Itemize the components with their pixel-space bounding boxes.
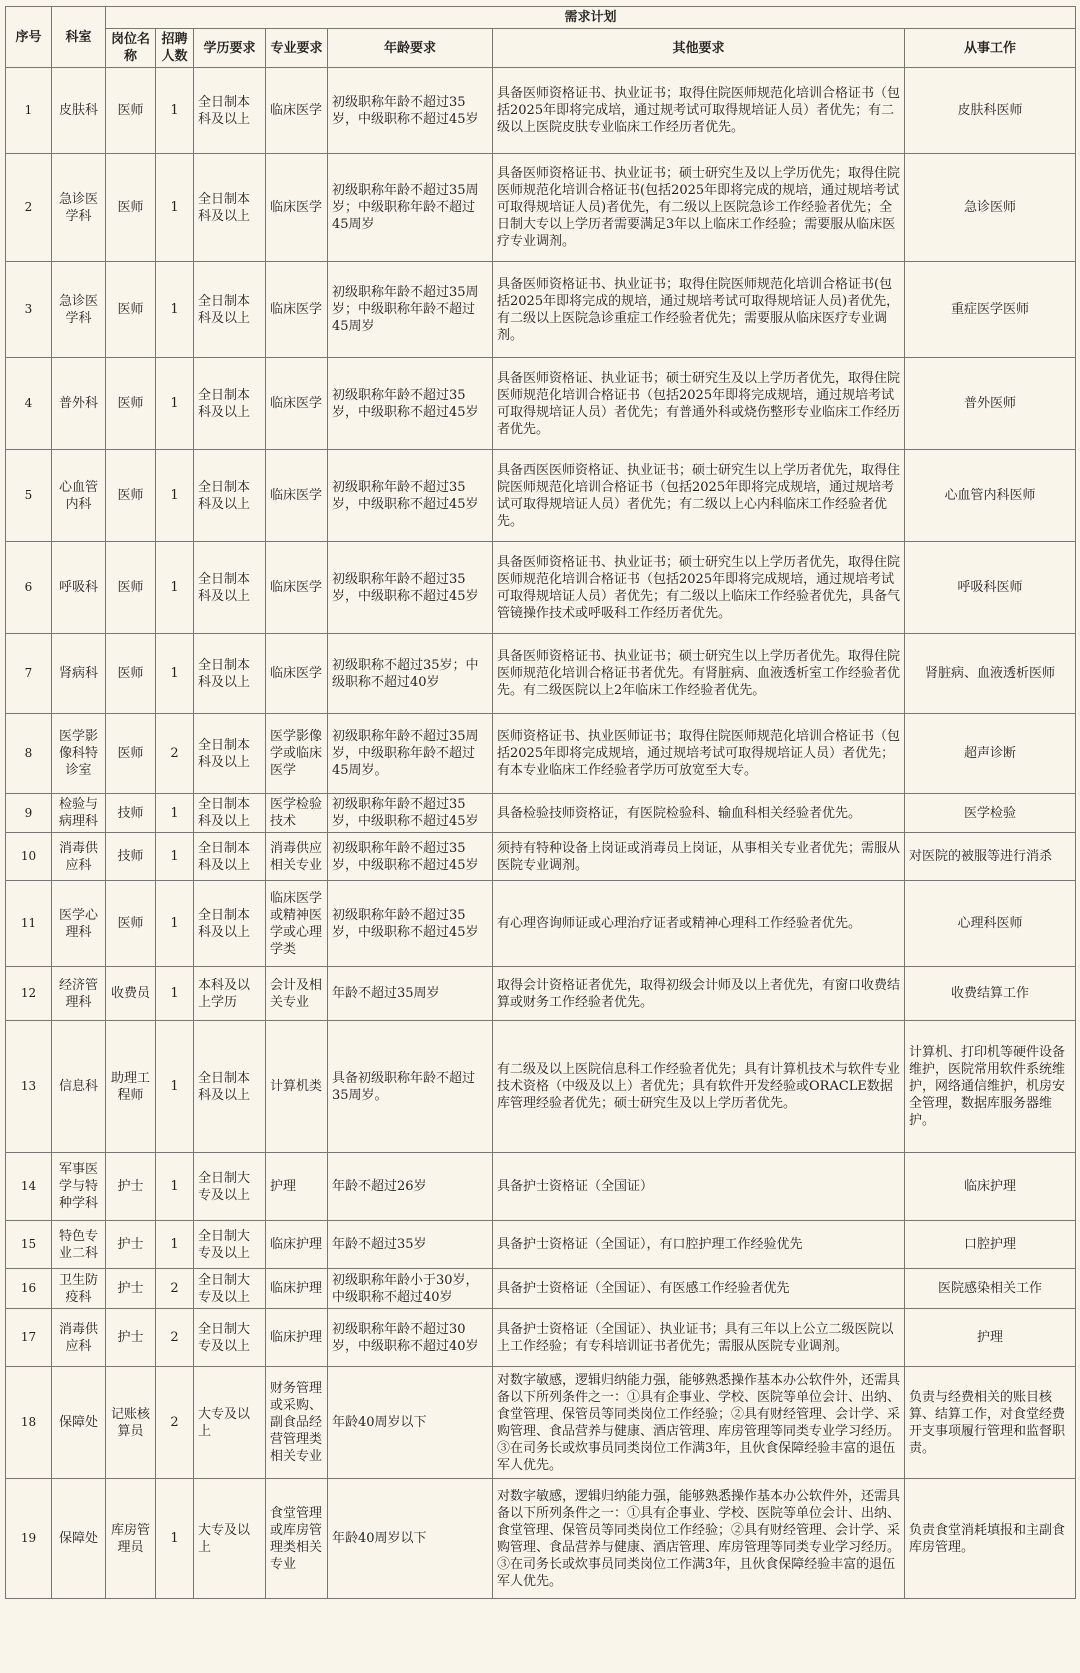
other-requirements-cell: 具备检验技师资格证，有医院检验科、输血科相关经验者优先。 [493, 794, 905, 833]
headcount-cell: 1 [156, 154, 194, 262]
row-number: 19 [6, 1479, 52, 1599]
age-requirement-cell: 初级职称年龄不超过35周岁；中级职称年龄不超过45周岁 [328, 154, 493, 262]
education-cell: 全日制本科及以上 [194, 68, 266, 154]
row-number: 14 [6, 1153, 52, 1221]
other-requirements-cell: 具备护士资格证（全国证）、执业证书；具有三年以上公立二级医院以上工作经验；有专科培训证书者优先；需服从医院专业调剂。 [493, 1309, 905, 1367]
table-row [6, 833, 1076, 881]
position-cell: 医师 [106, 358, 156, 450]
department-cell: 急诊医学科 [52, 154, 106, 262]
duty-cell: 收费结算工作 [905, 967, 1076, 1021]
department-cell: 心血管内科 [52, 450, 106, 542]
education-cell: 全日制大专及以上 [194, 1153, 266, 1221]
row-number: 18 [6, 1367, 52, 1479]
department-cell: 消毒供应科 [52, 1309, 106, 1367]
duty-cell: 呼吸科医师 [905, 542, 1076, 634]
row-number: 16 [6, 1269, 52, 1309]
table-row [6, 794, 1076, 833]
other-requirements-cell: 具备护士资格证（全国证）、有医感工作经验者优先 [493, 1269, 905, 1309]
row-number: 17 [6, 1309, 52, 1367]
age-requirement-cell: 初级职称年龄不超过35岁，中级职称不超过45岁 [328, 68, 493, 154]
table-row [6, 68, 1076, 154]
row-number: 15 [6, 1221, 52, 1269]
age-requirement-cell: 具备初级职称年龄不超过35周岁。 [328, 1021, 493, 1153]
table-row [6, 1309, 1076, 1367]
recruitment-table [5, 6, 1076, 1599]
table-row [6, 1269, 1076, 1309]
education-cell: 全日制本科及以上 [194, 262, 266, 358]
major-cell: 临床护理 [266, 1269, 328, 1309]
position-cell: 医师 [106, 634, 156, 714]
header-education: 学历要求 [194, 29, 266, 68]
education-cell: 全日制本科及以上 [194, 714, 266, 794]
table-body [6, 68, 1076, 1599]
duty-cell: 普外医师 [905, 358, 1076, 450]
major-cell: 临床医学或精神医学或心理学类 [266, 881, 328, 967]
other-requirements-cell: 对数字敏感，逻辑归纳能力强，能够熟悉操作基本办公软件外，还需具备以下所列条件之一：①具有企事业、学校、医院等单位会计、出纳、食堂管理、保管员等同类岗位工作经验；②具有财经管理、会计学、采购管理、食品营养与健康、酒店管理、库房管理等同类专业学习经历。③在司务长或炊事员同类岗位工作满3年，且伙食保障经验丰富的退伍军人优先。 [493, 1367, 905, 1479]
age-requirement-cell: 年龄不超过26岁 [328, 1153, 493, 1221]
age-requirement-cell: 初级职称年龄不超过35岁，中级职称不超过45岁 [328, 881, 493, 967]
position-cell: 护士 [106, 1309, 156, 1367]
headcount-cell: 1 [156, 634, 194, 714]
headcount-cell: 2 [156, 714, 194, 794]
major-cell: 临床护理 [266, 1309, 328, 1367]
duty-cell: 负责食堂消耗填报和主副食库房管理。 [905, 1479, 1076, 1599]
age-requirement-cell: 初级职称年龄不超过35岁，中级职称不超过45岁 [328, 450, 493, 542]
education-cell: 全日制本科及以上 [194, 1021, 266, 1153]
department-cell: 医学心理科 [52, 881, 106, 967]
header-demand-plan: 需求计划 [106, 7, 1076, 29]
row-number: 8 [6, 714, 52, 794]
position-cell: 医师 [106, 262, 156, 358]
other-requirements-cell: 具备医师资格证书、执业证书；硕士研究生以上学历者优先，取得住院医师规范化培训合格证书（包括2025年即将完成规培，通过规培考试可取得规培证人员）者优先；有二级以上临床工作经验者优先，具备气管镜操作技术或呼吸科工作经历者优先。 [493, 542, 905, 634]
other-requirements-cell: 对数字敏感，逻辑归纳能力强，能够熟悉操作基本办公软件外，还需具备以下所列条件之一：①具有企事业、学校、医院等单位会计、出纳、食堂管理、保管员等同类岗位工作经验；②具有财经管理、会计学、采购管理、食品营养与健康、酒店管理、库房管理等同类专业学习经历。③在司务长或炊事员同类岗位工作满3年，且伙食保障经验丰富的退伍军人优先。 [493, 1479, 905, 1599]
headcount-cell: 1 [156, 794, 194, 833]
education-cell: 本科及以上学历 [194, 967, 266, 1021]
position-cell: 收费员 [106, 967, 156, 1021]
department-cell: 军事医学与特种学科 [52, 1153, 106, 1221]
row-number: 5 [6, 450, 52, 542]
row-number: 13 [6, 1021, 52, 1153]
headcount-cell: 1 [156, 833, 194, 881]
major-cell: 临床医学 [266, 154, 328, 262]
table-row [6, 1479, 1076, 1599]
table-row [6, 358, 1076, 450]
education-cell: 全日制本科及以上 [194, 542, 266, 634]
row-number: 3 [6, 262, 52, 358]
education-cell: 全日制大专及以上 [194, 1309, 266, 1367]
headcount-cell: 1 [156, 1153, 194, 1221]
education-cell: 大专及以上 [194, 1479, 266, 1599]
duty-cell: 超声诊断 [905, 714, 1076, 794]
table-row [6, 542, 1076, 634]
row-number: 6 [6, 542, 52, 634]
age-requirement-cell: 初级职称不超过35岁；中级职称不超过40岁 [328, 634, 493, 714]
department-cell: 普外科 [52, 358, 106, 450]
department-cell: 急诊医学科 [52, 262, 106, 358]
header-age: 年龄要求 [328, 29, 493, 68]
headcount-cell: 2 [156, 1309, 194, 1367]
headcount-cell: 1 [156, 881, 194, 967]
headcount-cell: 2 [156, 1269, 194, 1309]
other-requirements-cell: 具备医师资格证书、执业证书；取得住院医师规范化培训合格证书(包括2025年即将完成的规培，通过规培考试可取得规培证人员)者优先，有二级以上医院急诊重症工作经验者优先；需要服从临床医疗专业调剂。 [493, 262, 905, 358]
position-cell: 技师 [106, 794, 156, 833]
department-cell: 保障处 [52, 1479, 106, 1599]
department-cell: 医学影像科特诊室 [52, 714, 106, 794]
row-number: 11 [6, 881, 52, 967]
age-requirement-cell: 初级职称年龄不超过35岁，中级职称不超过45岁 [328, 833, 493, 881]
major-cell: 财务管理或采购、副食品经营管理类相关专业 [266, 1367, 328, 1479]
major-cell: 临床医学 [266, 634, 328, 714]
position-cell: 护士 [106, 1153, 156, 1221]
age-requirement-cell: 初级职称年龄不超过35岁，中级职称不超过45岁 [328, 358, 493, 450]
education-cell: 全日制本科及以上 [194, 358, 266, 450]
position-cell: 护士 [106, 1269, 156, 1309]
table-row [6, 1153, 1076, 1221]
header-seq: 序号 [6, 7, 52, 68]
duty-cell: 肾脏病、血液透析医师 [905, 634, 1076, 714]
other-requirements-cell: 具备护士资格证（全国证），有口腔护理工作经验优先 [493, 1221, 905, 1269]
department-cell: 皮肤科 [52, 68, 106, 154]
age-requirement-cell: 初级职称年龄不超过35周岁；中级职称年龄不超过45周岁 [328, 262, 493, 358]
header-other: 其他要求 [493, 29, 905, 68]
major-cell: 会计及相关专业 [266, 967, 328, 1021]
duty-cell: 急诊医师 [905, 154, 1076, 262]
table-row [6, 1021, 1076, 1153]
other-requirements-cell: 取得会计资格证者优先，取得初级会计师及以上者优先，有窗口收费结算或财务工作经验者优先。 [493, 967, 905, 1021]
position-cell: 医师 [106, 714, 156, 794]
table-header [6, 7, 1076, 68]
age-requirement-cell: 初级职称年龄不超过35岁，中级职称不超过45岁 [328, 542, 493, 634]
duty-cell: 对医院的被服等进行消杀 [905, 833, 1076, 881]
major-cell: 临床医学 [266, 358, 328, 450]
headcount-cell: 1 [156, 542, 194, 634]
age-requirement-cell: 初级职称年龄小于30岁，中级职称不超过40岁 [328, 1269, 493, 1309]
education-cell: 全日制大专及以上 [194, 1269, 266, 1309]
major-cell: 临床医学 [266, 542, 328, 634]
headcount-cell: 1 [156, 1221, 194, 1269]
headcount-cell: 1 [156, 1021, 194, 1153]
department-cell: 肾病科 [52, 634, 106, 714]
department-cell: 特色专业二科 [52, 1221, 106, 1269]
duty-cell: 心理科医师 [905, 881, 1076, 967]
age-requirement-cell: 年龄40周岁以下 [328, 1479, 493, 1599]
headcount-cell: 1 [156, 68, 194, 154]
headcount-cell: 1 [156, 967, 194, 1021]
education-cell: 全日制本科及以上 [194, 634, 266, 714]
education-cell: 大专及以上 [194, 1367, 266, 1479]
other-requirements-cell: 具备护士资格证（全国证） [493, 1153, 905, 1221]
position-cell: 技师 [106, 833, 156, 881]
duty-cell: 临床护理 [905, 1153, 1076, 1221]
education-cell: 全日制本科及以上 [194, 154, 266, 262]
age-requirement-cell: 初级职称年龄不超过30岁，中级职称不超过40岁 [328, 1309, 493, 1367]
table-row [6, 262, 1076, 358]
department-cell: 卫生防疫科 [52, 1269, 106, 1309]
header-dept: 科室 [52, 7, 106, 68]
row-number: 2 [6, 154, 52, 262]
education-cell: 全日制大专及以上 [194, 1221, 266, 1269]
age-requirement-cell: 年龄不超过35周岁 [328, 967, 493, 1021]
duty-cell: 护理 [905, 1309, 1076, 1367]
education-cell: 全日制本科及以上 [194, 794, 266, 833]
duty-cell: 心血管内科医师 [905, 450, 1076, 542]
other-requirements-cell: 具备西医医师资格证、执业证书；硕士研究生以上学历者优先，取得住院医师规范化培训合格证书（包括2025年即将完成规培，通过规培考试可取得规培证人员）者优先；有二级以上心内科临床工作经验者优先。 [493, 450, 905, 542]
major-cell: 医学检验技术 [266, 794, 328, 833]
major-cell: 临床护理 [266, 1221, 328, 1269]
major-cell: 临床医学 [266, 68, 328, 154]
major-cell: 临床医学 [266, 262, 328, 358]
position-cell: 医师 [106, 450, 156, 542]
other-requirements-cell: 具备医师资格证书、执业证书；硕士研究生以上学历者优先。取得住院医师规范化培训合格证书者优先。有肾脏病、血液透析室工作经验者优先。有二级医院以上2年临床工作经验者优先。 [493, 634, 905, 714]
table-row [6, 714, 1076, 794]
position-cell: 医师 [106, 154, 156, 262]
header-count: 招聘人数 [156, 29, 194, 68]
major-cell: 计算机类 [266, 1021, 328, 1153]
table-row [6, 1367, 1076, 1479]
other-requirements-cell: 医师资格证书、执业医师证书；取得住院医师规范化培训合格证书（包括2025年即将完成规培，通过规培考试可取得规培证人员）者优先；有本专业临床工作经验者学历可放宽至大专。 [493, 714, 905, 794]
education-cell: 全日制本科及以上 [194, 881, 266, 967]
other-requirements-cell: 具备医师资格证、执业证书；硕士研究生及以上学历者优先，取得住院医师规范化培训合格证书（包括2025年即将完成规培，通过规培考试可取得规培证人员）者优先；有普通外科或烧伤整形专业临床工作经历者优先。 [493, 358, 905, 450]
duty-cell: 负责与经费相关的账目核算、结算工作，对食堂经费开支事项履行管理和监督职责。 [905, 1367, 1076, 1479]
headcount-cell: 1 [156, 1479, 194, 1599]
header-major: 专业要求 [266, 29, 328, 68]
row-number: 4 [6, 358, 52, 450]
major-cell: 医学影像学或临床医学 [266, 714, 328, 794]
headcount-cell: 1 [156, 262, 194, 358]
table-row [6, 967, 1076, 1021]
department-cell: 保障处 [52, 1367, 106, 1479]
table-row [6, 881, 1076, 967]
headcount-cell: 1 [156, 358, 194, 450]
education-cell: 全日制本科及以上 [194, 833, 266, 881]
major-cell: 临床医学 [266, 450, 328, 542]
other-requirements-cell: 具备医师资格证书、执业证书；取得住院医师规范化培训合格证书（包括2025年即将完成培，通过规考试可取得规培证人员）者优先；有二级以上医院皮肤专业临床工作经历者优先。 [493, 68, 905, 154]
other-requirements-cell: 有心理咨询师证或心理治疗证者或精神心理科工作经验者优先。 [493, 881, 905, 967]
other-requirements-cell: 须持有特种设备上岗证或消毒员上岗证，从事相关专业者优先；需服从医院专业调剂。 [493, 833, 905, 881]
row-number: 7 [6, 634, 52, 714]
table-row [6, 450, 1076, 542]
duty-cell: 皮肤科医师 [905, 68, 1076, 154]
age-requirement-cell: 初级职称年龄不超过35岁，中级职称不超过45岁 [328, 794, 493, 833]
duty-cell: 计算机、打印机等硬件设备维护，医院常用软件系统维护，网络通信维护，机房安全管理，数据库服务器维护。 [905, 1021, 1076, 1153]
table-row [6, 154, 1076, 262]
department-cell: 消毒供应科 [52, 833, 106, 881]
position-cell: 库房管理员 [106, 1479, 156, 1599]
department-cell: 呼吸科 [52, 542, 106, 634]
other-requirements-cell: 有二级及以上医院信息科工作经验者优先；具有计算机技术与软件专业技术资格（中级及以上）者优先；具有软件开发经验或ORACLE数据库管理经验者优先；硕士研究生及以上学历者优先。 [493, 1021, 905, 1153]
duty-cell: 医学检验 [905, 794, 1076, 833]
header-duty: 从事工作 [905, 29, 1076, 68]
row-number: 12 [6, 967, 52, 1021]
position-cell: 医师 [106, 68, 156, 154]
age-requirement-cell: 年龄40周岁以下 [328, 1367, 493, 1479]
other-requirements-cell: 具备医师资格证书、执业证书；硕士研究生及以上学历优先；取得住院医师规范化培训合格证书(包括2025年即将完成的规培，通过规培考试可取得规培证人员)者优先，有二级以上医院急诊工作经验者优先；全日制大专以上学历者需要满足3年以上临床工作经验；需要服从临床医疗专业调剂。 [493, 154, 905, 262]
position-cell: 记账核算员 [106, 1367, 156, 1479]
row-number: 9 [6, 794, 52, 833]
position-cell: 护士 [106, 1221, 156, 1269]
major-cell: 食堂管理或库房管理类相关专业 [266, 1479, 328, 1599]
department-cell: 检验与病理科 [52, 794, 106, 833]
department-cell: 经济管理科 [52, 967, 106, 1021]
major-cell: 护理 [266, 1153, 328, 1221]
position-cell: 医师 [106, 542, 156, 634]
position-cell: 助理工程师 [106, 1021, 156, 1153]
duty-cell: 重症医学医师 [905, 262, 1076, 358]
department-cell: 信息科 [52, 1021, 106, 1153]
education-cell: 全日制本科及以上 [194, 450, 266, 542]
age-requirement-cell: 年龄不超过35岁 [328, 1221, 493, 1269]
header-position: 岗位名称 [106, 29, 156, 68]
row-number: 10 [6, 833, 52, 881]
duty-cell: 口腔护理 [905, 1221, 1076, 1269]
position-cell: 医师 [106, 881, 156, 967]
headcount-cell: 1 [156, 450, 194, 542]
age-requirement-cell: 初级职称年龄不超过35周岁，中级职称年龄不超过45周岁。 [328, 714, 493, 794]
table-row [6, 1221, 1076, 1269]
duty-cell: 医院感染相关工作 [905, 1269, 1076, 1309]
table-row [6, 634, 1076, 714]
headcount-cell: 2 [156, 1367, 194, 1479]
major-cell: 消毒供应相关专业 [266, 833, 328, 881]
row-number: 1 [6, 68, 52, 154]
